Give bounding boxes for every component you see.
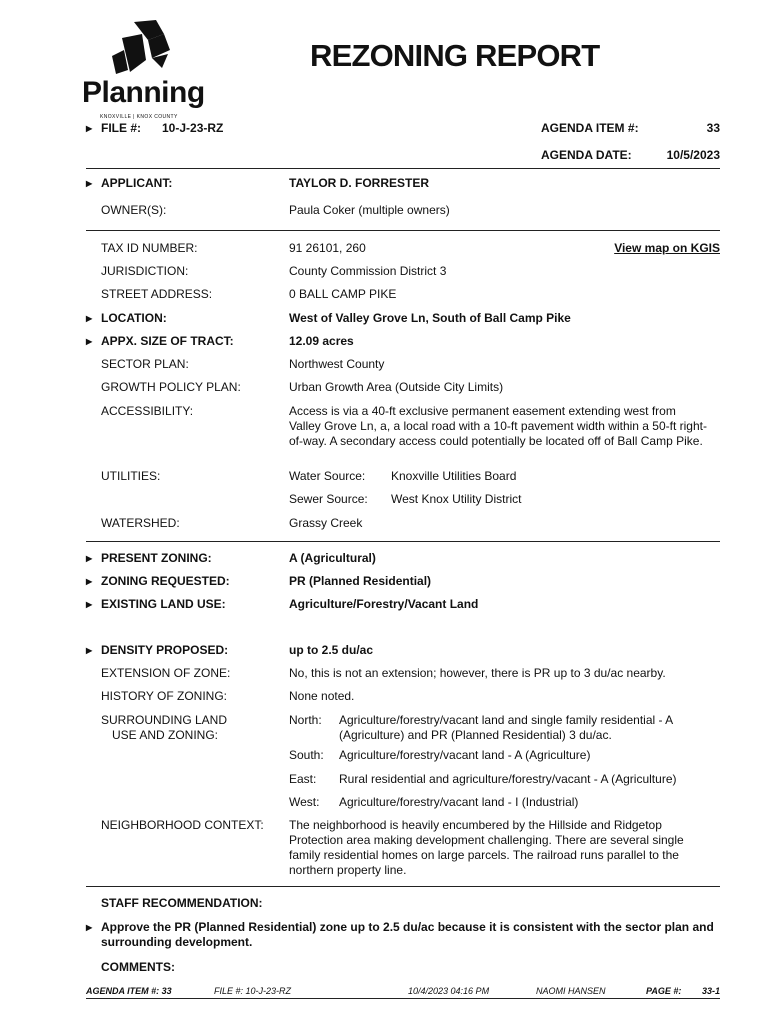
- west-key: West:: [289, 795, 320, 809]
- water-source-value: Knoxville Utilities Board: [391, 469, 517, 483]
- staff-rec-heading: STAFF RECOMMENDATION:: [101, 896, 263, 910]
- bullet-arrow-icon: ▶: [86, 646, 93, 655]
- accessibility-label: ACCESSIBILITY:: [101, 404, 194, 418]
- comments-heading: COMMENTS:: [101, 960, 175, 974]
- surrounding-label-2: USE AND ZONING:: [112, 728, 219, 742]
- footer-file: FILE #: 10-J-23-RZ: [214, 986, 292, 996]
- divider: [86, 541, 720, 542]
- density-label: DENSITY PROPOSED:: [101, 643, 229, 657]
- street-label: STREET ADDRESS:: [101, 287, 213, 301]
- jurisdiction-label: JURISDICTION:: [101, 264, 189, 278]
- footer-author: NAOMI HANSEN: [536, 986, 606, 996]
- zoning-requested-value: PR (Planned Residential): [289, 574, 432, 588]
- sewer-source-label: Sewer Source:: [289, 492, 368, 506]
- agenda-item-label: AGENDA ITEM #:: [541, 121, 639, 135]
- bullet-arrow-icon: ▶: [86, 577, 93, 586]
- water-source-label: Water Source:: [289, 469, 366, 483]
- neighborhood-value: The neighborhood is heavily encumbered by the Hillside and Ridgetop Protection area making development challenging. There are several single family residential homes on large parcels. The railroad runs parallel to the northern property line.: [289, 818, 684, 877]
- tax-id-value: 91 26101, 260: [289, 241, 366, 255]
- applicant-label: APPLICANT:: [101, 176, 173, 190]
- street-value: 0 BALL CAMP PIKE: [289, 287, 397, 301]
- bullet-arrow-icon: ▶: [86, 179, 93, 188]
- existing-use-value: Agriculture/Forestry/Vacant Land: [289, 597, 479, 611]
- watershed-value: Grassy Creek: [289, 516, 363, 530]
- history-value: None noted.: [289, 689, 355, 703]
- footer-page-value: 33-1: [701, 986, 720, 996]
- present-zoning-value: A (Agricultural): [289, 551, 376, 565]
- file-value: 10-J-23-RZ: [162, 121, 224, 135]
- owner-label: OWNER(S):: [101, 203, 167, 217]
- file-label: FILE #:: [101, 121, 142, 135]
- accessibility-value: Access is via a 40-ft exclusive permanent easement extending west from Valley Grove Ln, a, a local road with a 10-ft pavement width within a 50-ft right-of-way. A secondary access could potentially be located off of Ball Camp Pike.: [289, 404, 707, 448]
- extension-value: No, this is not an extension; however, there is PR up to 3 du/ac nearby.: [289, 666, 666, 680]
- footer-divider: [86, 998, 720, 999]
- east-value: Rural residential and agriculture/forestry/vacant - A (Agriculture): [339, 772, 677, 786]
- north-value: Agriculture/forestry/vacant land and single family residential - A (Agriculture) and PR (Planned Residential) 3 du/ac.: [339, 713, 673, 742]
- existing-use-label: EXISTING LAND USE:: [101, 597, 226, 611]
- watershed-label: WATERSHED:: [101, 516, 180, 530]
- location-value: West of Valley Grove Ln, South of Ball Camp Pike: [289, 311, 571, 325]
- bullet-arrow-icon: ▶: [86, 923, 93, 932]
- surrounding-label: SURROUNDING LAND: [101, 713, 228, 727]
- footer-agenda: AGENDA ITEM #: 33: [86, 986, 172, 996]
- density-value: up to 2.5 du/ac: [289, 643, 374, 657]
- south-value: Agriculture/forestry/vacant land - A (Agriculture): [339, 748, 591, 762]
- neighborhood-label: NEIGHBORHOOD CONTEXT:: [101, 818, 264, 832]
- staff-rec-text: Approve the PR (Planned Residential) zone up to 2.5 du/ac because it is consistent with the sector plan and surrounding development.: [101, 920, 714, 949]
- footer-page-label: PAGE #:: [646, 986, 682, 996]
- jurisdiction-value: County Commission District 3: [289, 264, 447, 278]
- divider: [86, 230, 720, 231]
- size-label: APPX. SIZE OF TRACT:: [101, 334, 234, 348]
- tax-id-label: TAX ID NUMBER:: [101, 241, 198, 255]
- north-key: North:: [289, 713, 322, 727]
- bullet-arrow-icon: ▶: [86, 600, 93, 609]
- footer-timestamp: 10/4/2023 04:16 PM: [408, 986, 490, 996]
- planning-logo: [82, 20, 205, 120]
- present-zoning-label: PRESENT ZONING:: [101, 551, 212, 565]
- bullet-arrow-icon: ▶: [86, 314, 93, 323]
- west-value: Agriculture/forestry/vacant land - I (Industrial): [339, 795, 579, 809]
- sector-plan-label: SECTOR PLAN:: [101, 357, 189, 371]
- growth-policy-label: GROWTH POLICY PLAN:: [101, 380, 241, 394]
- divider: [86, 886, 720, 887]
- bullet-arrow-icon: ▶: [86, 554, 93, 563]
- divider: [86, 168, 720, 169]
- logo-mark-icon: [112, 20, 172, 76]
- logo-wordmark: Planning: [82, 76, 205, 109]
- growth-policy-value: Urban Growth Area (Outside City Limits): [289, 380, 504, 394]
- logo-subtitle: KNOXVILLE | KNOX COUNTY: [100, 114, 178, 120]
- size-value: 12.09 acres: [289, 334, 354, 348]
- south-key: South:: [289, 748, 324, 762]
- bullet-arrow-icon: ▶: [86, 337, 93, 346]
- report-title: REZONING REPORT: [310, 38, 600, 73]
- location-label: LOCATION:: [101, 311, 167, 325]
- agenda-item-value: 33: [706, 121, 720, 135]
- history-label: HISTORY OF ZONING:: [101, 689, 228, 703]
- applicant-value: TAYLOR D. FORRESTER: [289, 176, 430, 190]
- zoning-requested-label: ZONING REQUESTED:: [101, 574, 230, 588]
- utilities-label: UTILITIES:: [101, 469, 161, 483]
- owner-value: Paula Coker (multiple owners): [289, 203, 450, 217]
- sewer-source-value: West Knox Utility District: [391, 492, 522, 506]
- agenda-date-value: 10/5/2023: [666, 148, 720, 162]
- east-key: East:: [289, 772, 317, 786]
- agenda-date-label: AGENDA DATE:: [541, 148, 632, 162]
- sector-plan-value: Northwest County: [289, 357, 385, 371]
- extension-label: EXTENSION OF ZONE:: [101, 666, 231, 680]
- kgis-map-link[interactable]: View map on KGIS: [614, 241, 720, 255]
- bullet-arrow-icon: ▶: [86, 124, 93, 133]
